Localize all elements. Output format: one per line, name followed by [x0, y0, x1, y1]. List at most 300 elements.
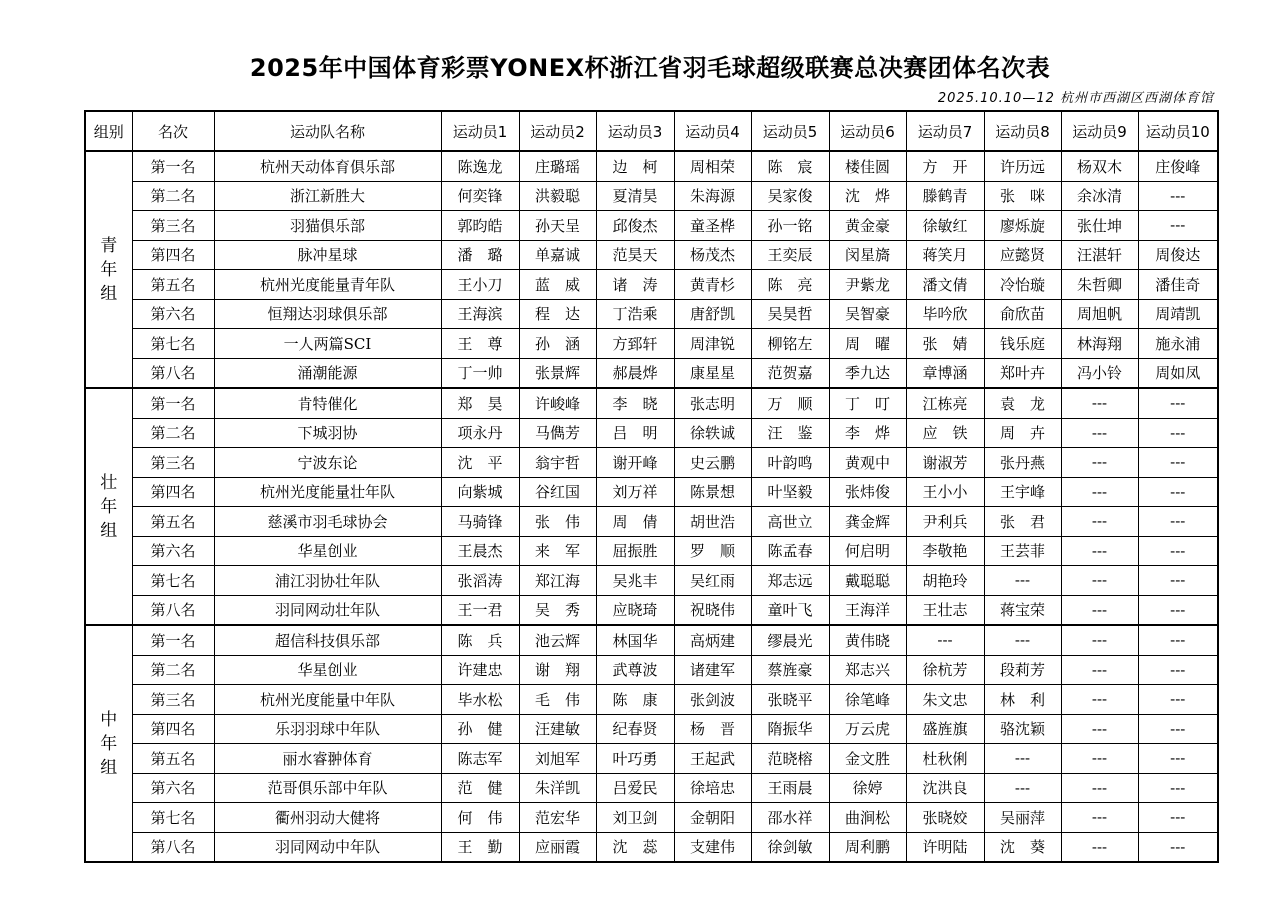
player-cell: 徐培忠 [674, 773, 751, 803]
player-cell: --- [1138, 595, 1218, 625]
player-cell: 毕吟欣 [906, 299, 984, 329]
team-name-cell: 下城羽协 [214, 418, 441, 448]
player-cell: 刘旭军 [519, 744, 596, 774]
player-cell: 郑志远 [751, 566, 829, 596]
player-cell: 陈逸龙 [441, 151, 519, 181]
player-cell: 沈 蕊 [596, 832, 674, 862]
rank-cell: 第一名 [132, 388, 214, 418]
team-name-cell: 范哥俱乐部中年队 [214, 773, 441, 803]
team-name-cell: 宁波东论 [214, 448, 441, 478]
player-cell: 季九达 [829, 358, 906, 388]
player-cell: 张 婧 [906, 329, 984, 359]
team-name-cell: 羽猫俱乐部 [214, 211, 441, 241]
team-name-cell: 衢州羽动大健将 [214, 803, 441, 833]
rank-cell: 第二名 [132, 418, 214, 448]
player-cell: 尹利兵 [906, 507, 984, 537]
column-header: 运动员4 [674, 111, 751, 151]
player-cell: 马骑锋 [441, 507, 519, 537]
player-cell: 陈 兵 [441, 625, 519, 655]
player-cell: 丁 叮 [829, 388, 906, 418]
player-cell: 王起武 [674, 744, 751, 774]
column-header: 运动员6 [829, 111, 906, 151]
player-cell: 李 烨 [829, 418, 906, 448]
player-cell: 童圣桦 [674, 211, 751, 241]
player-cell: 郑叶卉 [984, 358, 1061, 388]
player-cell: --- [1061, 566, 1138, 596]
team-name-cell: 丽水睿翀体育 [214, 744, 441, 774]
player-cell: 江栋亮 [906, 388, 984, 418]
player-cell: 郑 昊 [441, 388, 519, 418]
player-cell: 史云鹏 [674, 448, 751, 478]
player-cell: 谢淑芳 [906, 448, 984, 478]
team-name-cell: 一人两篇SCI [214, 329, 441, 359]
player-cell: 林 利 [984, 685, 1061, 715]
player-cell: 林海翔 [1061, 329, 1138, 359]
player-cell: 罗 顺 [674, 536, 751, 566]
player-cell: 丁一帅 [441, 358, 519, 388]
player-cell: 蔡旌豪 [751, 655, 829, 685]
player-cell: 王芸菲 [984, 536, 1061, 566]
player-cell: 施永浦 [1138, 329, 1218, 359]
team-name-cell: 脉冲星球 [214, 240, 441, 270]
table-body [85, 151, 1218, 862]
player-cell: --- [984, 744, 1061, 774]
player-cell: 黄观中 [829, 448, 906, 478]
player-cell: 应 铁 [906, 418, 984, 448]
player-cell: 杨双木 [1061, 151, 1138, 181]
player-cell: 叶坚毅 [751, 477, 829, 507]
player-cell: 吕 明 [596, 418, 674, 448]
player-cell: 戴聪聪 [829, 566, 906, 596]
player-cell: 项永丹 [441, 418, 519, 448]
player-cell: 周利鹏 [829, 832, 906, 862]
player-cell: --- [1061, 685, 1138, 715]
player-cell: 毛 伟 [519, 685, 596, 715]
player-cell: 周靖凯 [1138, 299, 1218, 329]
event-date-venue: 2025.10.10—12 杭州市西湖区西湖体育馆 [937, 91, 1214, 106]
team-name-cell: 华星创业 [214, 655, 441, 685]
player-cell: 程 达 [519, 299, 596, 329]
player-cell: --- [1138, 388, 1218, 418]
player-cell: --- [1138, 536, 1218, 566]
player-cell: 夏清昊 [596, 181, 674, 211]
player-cell: 徐笔峰 [829, 685, 906, 715]
rank-cell: 第三名 [132, 211, 214, 241]
player-cell: --- [1138, 507, 1218, 537]
player-cell: 庄璐瑶 [519, 151, 596, 181]
player-cell: 朱海源 [674, 181, 751, 211]
player-cell: 汪 鉴 [751, 418, 829, 448]
player-cell: 郑志兴 [829, 655, 906, 685]
team-name-cell: 杭州光度能量青年队 [214, 270, 441, 300]
column-header: 组别 [85, 111, 132, 151]
player-cell: 沈 平 [441, 448, 519, 478]
table-row [85, 685, 1218, 715]
player-cell: 沈 烨 [829, 181, 906, 211]
player-cell: 应懿贤 [984, 240, 1061, 270]
player-cell: 沈 葵 [984, 832, 1061, 862]
rank-cell: 第五名 [132, 270, 214, 300]
player-cell: 曲涧松 [829, 803, 906, 833]
player-cell: 孙 涵 [519, 329, 596, 359]
group-label: 中年组 [85, 625, 132, 862]
player-cell: 柳铭左 [751, 329, 829, 359]
player-cell: 邵水祥 [751, 803, 829, 833]
player-cell: 应晓琦 [596, 595, 674, 625]
player-cell: 吴兆丰 [596, 566, 674, 596]
player-cell: 丁浩乘 [596, 299, 674, 329]
player-cell: 方 开 [906, 151, 984, 181]
rank-cell: 第六名 [132, 773, 214, 803]
player-cell: 武尊波 [596, 655, 674, 685]
rank-cell: 第三名 [132, 685, 214, 715]
player-cell: 向紫城 [441, 477, 519, 507]
player-cell: --- [1138, 773, 1218, 803]
player-cell: 李敬艳 [906, 536, 984, 566]
player-cell: 许峻峰 [519, 388, 596, 418]
player-cell: --- [1061, 536, 1138, 566]
player-cell: 黄伟晓 [829, 625, 906, 655]
player-cell: 马儁芳 [519, 418, 596, 448]
player-cell: --- [1061, 655, 1138, 685]
player-cell: 陈孟春 [751, 536, 829, 566]
player-cell: 邱俊杰 [596, 211, 674, 241]
team-name-cell: 慈溪市羽毛球协会 [214, 507, 441, 537]
team-name-cell: 浙江新胜大 [214, 181, 441, 211]
player-cell: 池云辉 [519, 625, 596, 655]
player-cell: 王一君 [441, 595, 519, 625]
player-cell: 庄俊峰 [1138, 151, 1218, 181]
player-cell: 刘万祥 [596, 477, 674, 507]
rank-cell: 第七名 [132, 329, 214, 359]
player-cell: --- [906, 625, 984, 655]
table-row [85, 507, 1218, 537]
player-cell: 许建忠 [441, 655, 519, 685]
table-row [85, 181, 1218, 211]
player-cell: 叶韵鸣 [751, 448, 829, 478]
player-cell: 张仕坤 [1061, 211, 1138, 241]
player-cell: 汪建敏 [519, 714, 596, 744]
player-cell: 徐敏红 [906, 211, 984, 241]
player-cell: 楼佳圆 [829, 151, 906, 181]
player-cell: 张景辉 [519, 358, 596, 388]
player-cell: 张 咪 [984, 181, 1061, 211]
group-label: 青年组 [85, 151, 132, 388]
player-cell: 万云虎 [829, 714, 906, 744]
player-cell: --- [1138, 625, 1218, 655]
player-cell: 袁 龙 [984, 388, 1061, 418]
player-cell: 吴昊哲 [751, 299, 829, 329]
player-cell: 许明陆 [906, 832, 984, 862]
table-row [85, 832, 1218, 862]
player-cell: 杨茂杰 [674, 240, 751, 270]
table-row [85, 744, 1218, 774]
page-title: 2025年中国体育彩票YONEX杯浙江省羽毛球超级联赛总决赛团体名次表 [249, 54, 1051, 82]
table-row [85, 448, 1218, 478]
player-cell: 胡艳玲 [906, 566, 984, 596]
player-cell: 支建伟 [674, 832, 751, 862]
player-cell: 诸建军 [674, 655, 751, 685]
player-cell: 方郅轩 [596, 329, 674, 359]
player-cell: 金朝阳 [674, 803, 751, 833]
player-cell: --- [1061, 507, 1138, 537]
player-cell: 张志明 [674, 388, 751, 418]
player-cell: 周津锐 [674, 329, 751, 359]
rank-cell: 第八名 [132, 595, 214, 625]
player-cell: --- [984, 625, 1061, 655]
player-cell: 冷怡璇 [984, 270, 1061, 300]
player-cell: --- [1138, 685, 1218, 715]
table-row [85, 536, 1218, 566]
player-cell: 徐杭芳 [906, 655, 984, 685]
team-name-cell: 乐羽羽球中年队 [214, 714, 441, 744]
player-cell: 孙一铭 [751, 211, 829, 241]
rank-cell: 第八名 [132, 358, 214, 388]
table-row [85, 240, 1218, 270]
player-cell: 陈 亮 [751, 270, 829, 300]
column-header: 运动员7 [906, 111, 984, 151]
player-cell: 应丽霞 [519, 832, 596, 862]
column-header: 运动员1 [441, 111, 519, 151]
team-name-cell: 杭州天动体育俱乐部 [214, 151, 441, 181]
player-cell: 蓝 威 [519, 270, 596, 300]
table-row [85, 418, 1218, 448]
player-cell: 尹紫龙 [829, 270, 906, 300]
player-cell: 孙 健 [441, 714, 519, 744]
player-cell: --- [1061, 714, 1138, 744]
player-cell: 周俊达 [1138, 240, 1218, 270]
player-cell: 王壮志 [906, 595, 984, 625]
column-header: 运动员2 [519, 111, 596, 151]
player-cell: 范昊天 [596, 240, 674, 270]
player-cell: --- [1061, 803, 1138, 833]
player-cell: 王 尊 [441, 329, 519, 359]
player-cell: 陈志军 [441, 744, 519, 774]
player-cell: 张炜俊 [829, 477, 906, 507]
team-name-cell: 华星创业 [214, 536, 441, 566]
player-cell: 吴家俊 [751, 181, 829, 211]
player-cell: 朱文忠 [906, 685, 984, 715]
player-cell: 单嘉诚 [519, 240, 596, 270]
rank-cell: 第二名 [132, 181, 214, 211]
player-cell: 周 卉 [984, 418, 1061, 448]
table-row [85, 358, 1218, 388]
player-cell: 张丹燕 [984, 448, 1061, 478]
column-header: 运动员8 [984, 111, 1061, 151]
player-cell: 沈洪良 [906, 773, 984, 803]
player-cell: 许历远 [984, 151, 1061, 181]
rank-cell: 第四名 [132, 240, 214, 270]
player-cell: 王奕辰 [751, 240, 829, 270]
table-header-row [85, 111, 1218, 151]
player-cell: 段莉芳 [984, 655, 1061, 685]
player-cell: 吕爱民 [596, 773, 674, 803]
player-cell: 刘卫剑 [596, 803, 674, 833]
player-cell: 蒋笑月 [906, 240, 984, 270]
rank-cell: 第二名 [132, 655, 214, 685]
player-cell: 朱哲卿 [1061, 270, 1138, 300]
player-cell: 王海洋 [829, 595, 906, 625]
player-cell: --- [1138, 803, 1218, 833]
group-label: 壮年组 [85, 388, 132, 625]
player-cell: 黄青杉 [674, 270, 751, 300]
table-row [85, 388, 1218, 418]
player-cell: --- [1061, 477, 1138, 507]
player-cell: 王雨晨 [751, 773, 829, 803]
table-row [85, 477, 1218, 507]
player-cell: --- [1061, 595, 1138, 625]
player-cell: 童叶飞 [751, 595, 829, 625]
standings-table [84, 110, 1219, 863]
player-cell: --- [1138, 744, 1218, 774]
player-cell: 范 健 [441, 773, 519, 803]
team-name-cell: 恒翔达羽球俱乐部 [214, 299, 441, 329]
player-cell: 何 伟 [441, 803, 519, 833]
player-cell: 缪晨光 [751, 625, 829, 655]
table-row [85, 270, 1218, 300]
player-cell: 林国华 [596, 625, 674, 655]
rank-cell: 第六名 [132, 536, 214, 566]
player-cell: --- [984, 566, 1061, 596]
player-cell: 骆沈颖 [984, 714, 1061, 744]
player-cell: 汪湛轩 [1061, 240, 1138, 270]
player-cell: 周如凤 [1138, 358, 1218, 388]
player-cell: 边 柯 [596, 151, 674, 181]
player-cell: 杜秋俐 [906, 744, 984, 774]
team-name-cell: 超信科技俱乐部 [214, 625, 441, 655]
player-cell: 王小小 [906, 477, 984, 507]
team-name-cell: 杭州光度能量中年队 [214, 685, 441, 715]
player-cell: --- [1061, 832, 1138, 862]
player-cell: 李 晓 [596, 388, 674, 418]
player-cell: 张滔涛 [441, 566, 519, 596]
player-cell: --- [1061, 388, 1138, 418]
player-cell: 谷红国 [519, 477, 596, 507]
player-cell: 万 顺 [751, 388, 829, 418]
player-cell: 余冰清 [1061, 181, 1138, 211]
player-cell: 徐婷 [829, 773, 906, 803]
table-row [85, 655, 1218, 685]
player-cell: --- [1138, 477, 1218, 507]
player-cell: 唐舒凯 [674, 299, 751, 329]
player-cell: 闵星旖 [829, 240, 906, 270]
player-cell: --- [1138, 181, 1218, 211]
player-cell: --- [1061, 773, 1138, 803]
player-cell: 周旭帆 [1061, 299, 1138, 329]
rank-cell: 第四名 [132, 714, 214, 744]
player-cell: --- [1061, 625, 1138, 655]
player-cell: 盛旌旗 [906, 714, 984, 744]
player-cell: 范晓榕 [751, 744, 829, 774]
player-cell: 徐轶诚 [674, 418, 751, 448]
player-cell: 陈 康 [596, 685, 674, 715]
player-cell: 郭昀皓 [441, 211, 519, 241]
player-cell: 诸 涛 [596, 270, 674, 300]
rank-cell: 第一名 [132, 151, 214, 181]
player-cell: 陈景想 [674, 477, 751, 507]
player-cell: 范宏华 [519, 803, 596, 833]
rank-cell: 第三名 [132, 448, 214, 478]
player-cell: --- [1138, 714, 1218, 744]
rank-cell: 第五名 [132, 507, 214, 537]
player-cell: --- [1138, 418, 1218, 448]
table-row [85, 211, 1218, 241]
player-cell: --- [1138, 448, 1218, 478]
player-cell: --- [1061, 448, 1138, 478]
player-cell: 纪春贤 [596, 714, 674, 744]
player-cell: 周 倩 [596, 507, 674, 537]
team-name-cell: 肯特催化 [214, 388, 441, 418]
player-cell: --- [1061, 744, 1138, 774]
column-header: 运动员5 [751, 111, 829, 151]
player-cell: 杨 晋 [674, 714, 751, 744]
player-cell: 孙天呈 [519, 211, 596, 241]
player-cell: --- [1138, 211, 1218, 241]
player-cell: 郝晨烨 [596, 358, 674, 388]
player-cell: 王晨杰 [441, 536, 519, 566]
player-cell: 蒋宝荣 [984, 595, 1061, 625]
team-name-cell: 浦江羽协壮年队 [214, 566, 441, 596]
player-cell: 康星星 [674, 358, 751, 388]
player-cell: 周 曜 [829, 329, 906, 359]
player-cell: 滕鹤青 [906, 181, 984, 211]
player-cell: 潘文倩 [906, 270, 984, 300]
player-cell: 金文胜 [829, 744, 906, 774]
player-cell: 吴丽萍 [984, 803, 1061, 833]
table-row [85, 625, 1218, 655]
player-cell: 屈振胜 [596, 536, 674, 566]
column-header: 运动队名称 [214, 111, 441, 151]
player-cell: --- [1138, 655, 1218, 685]
player-cell: 谢 翔 [519, 655, 596, 685]
player-cell: 张 伟 [519, 507, 596, 537]
table-row [85, 151, 1218, 181]
player-cell: 叶巧勇 [596, 744, 674, 774]
player-cell: 毕水松 [441, 685, 519, 715]
player-cell: 朱洋凯 [519, 773, 596, 803]
player-cell: 郑江海 [519, 566, 596, 596]
column-header: 运动员9 [1061, 111, 1138, 151]
team-name-cell: 杭州光度能量壮年队 [214, 477, 441, 507]
column-header: 名次 [132, 111, 214, 151]
table-row [85, 329, 1218, 359]
player-cell: 徐剑敏 [751, 832, 829, 862]
player-cell: 王 勤 [441, 832, 519, 862]
player-cell: 张晓平 [751, 685, 829, 715]
rank-cell: 第五名 [132, 744, 214, 774]
player-cell: 黄金豪 [829, 211, 906, 241]
player-cell: 陈 宸 [751, 151, 829, 181]
rank-cell: 第八名 [132, 832, 214, 862]
player-cell: 冯小铃 [1061, 358, 1138, 388]
player-cell: --- [984, 773, 1061, 803]
team-name-cell: 涌潮能源 [214, 358, 441, 388]
rank-cell: 第七名 [132, 566, 214, 596]
table-row [85, 714, 1218, 744]
player-cell: 隋振华 [751, 714, 829, 744]
team-name-cell: 羽同网动壮年队 [214, 595, 441, 625]
player-cell: 胡世浩 [674, 507, 751, 537]
player-cell: 王宇峰 [984, 477, 1061, 507]
column-header: 运动员10 [1138, 111, 1218, 151]
rank-cell: 第七名 [132, 803, 214, 833]
player-cell: 洪毅聪 [519, 181, 596, 211]
table-row [85, 773, 1218, 803]
rank-cell: 第四名 [132, 477, 214, 507]
player-cell: 钱乐庭 [984, 329, 1061, 359]
player-cell: 潘佳奇 [1138, 270, 1218, 300]
player-cell: 谢开峰 [596, 448, 674, 478]
